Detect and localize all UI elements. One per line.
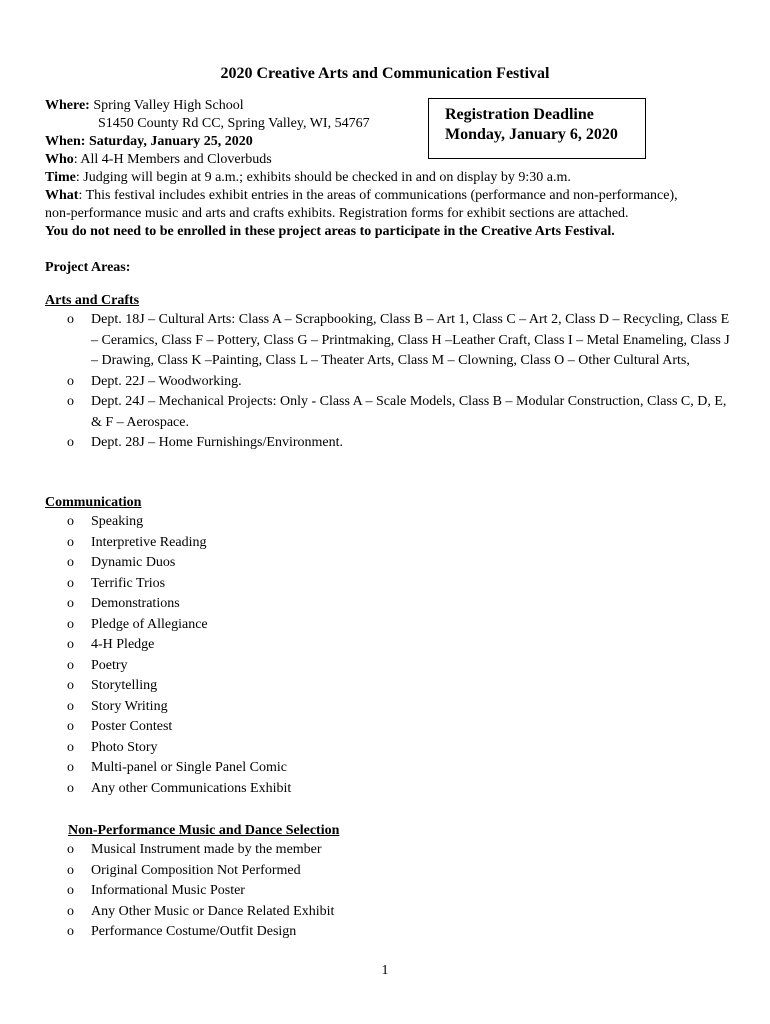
list-item: o Terrific Trios [45,574,735,595]
who-label: Who [45,152,74,167]
who-line [45,151,735,169]
arts-heading: Arts and Crafts [45,293,140,308]
what-value-1: : This festival includes exhibit entries in the areas of communications (performance and non-performance), [78,188,678,203]
list-item: o Poster Contest [45,717,735,738]
bullet-icon: o [67,760,74,775]
list-item: o Musical Instrument made by the member [45,840,735,861]
time-label: Time [45,170,76,185]
arts-section [45,292,735,454]
bullet-icon: o [67,780,74,796]
list-item: o Dept. 22J – Woodworking. [45,372,735,393]
deadline-line-1: Registration Deadline [445,106,594,123]
project-areas-label [45,259,735,277]
where-line [45,97,735,115]
communication-section [45,494,735,799]
bullet-icon: o [67,637,74,652]
bullet-icon: o [67,435,74,450]
page-title: 2020 Creative Arts and Communication Festival [220,65,550,82]
what-line [45,187,735,205]
list-item: o Pledge of Allegiance [45,615,735,636]
bullet-icon: o [67,678,74,693]
time-line [45,169,735,187]
bullet-icon: o [67,514,74,529]
bullet-icon: o [67,698,74,714]
bullet-icon: o [67,534,74,550]
list-item: o Dept. 24J – Mechanical Projects: Only - Class A – Scale Models, Class B – Modular Construction, Class C, D, E, & F – Aerospace. [67,394,727,430]
list-item: o Informational Music Poster [45,881,735,902]
list-item: o Multi-panel or Single Panel Comic [45,758,735,779]
bullet-icon: o [67,575,74,591]
list-item: o Any other Communications Exhibit [45,779,735,800]
enrollment-note: You do not need to be enrolled in these project areas to participate in the Creative Arts Festival. [45,224,615,239]
deadline-line-2: Monday, January 6, 2020 [445,126,618,143]
list-item: o Demonstrations [45,594,735,615]
list-item: o Interpretive Reading [45,533,735,554]
list-item: o Poetry [45,656,735,677]
time-value: : Judging will begin at 9 a.m.; exhibits should be checked in and on display by 9:30 a.m. [75,170,571,185]
list-item: o Performance Costume/Outfit Design [45,922,735,943]
bullet-icon: o [67,312,74,327]
bullet-icon: o [67,373,74,389]
bullet-icon: o [67,842,74,857]
what-label: What [45,188,79,203]
list-item: o Dept. 18J – Cultural Arts: Class A – Scrapbooking, Class B – Art 1, Class C – Art 2, Class D – Recycling, Class E – Ceramics, Class F – Pottery, Class G – Printmaking, Class H –Leather Craft, Class I – Metal Enameling, Class J – Drawing, Class K –Painting, Class L – Theater Arts, Class M – Clowning, Class O – Other Cultural Arts, [67,312,730,368]
where-value: Spring Valley High School [89,98,244,113]
list-item: o Dept. 28J – Home Furnishings/Environment. [45,433,735,454]
list-item: o Any Other Music or Dance Related Exhibit [45,902,735,923]
bullet-icon: o [67,862,74,878]
music-section [45,822,735,943]
bullet-icon: o [67,883,74,898]
music-list [45,840,735,943]
list-item: o Original Composition Not Performed [45,861,735,882]
list-item: o Story Writing [45,697,735,718]
what-line-2: non-performance music and arts and crafts exhibits. Registration forms for exhibit sections are attached. [45,206,629,221]
where-address: S1450 County Rd CC, Spring Valley, WI, 54767 [98,116,370,131]
list-item: o Dynamic Duos [45,553,735,574]
bullet-icon: o [67,719,74,734]
music-heading: Non-Performance Music and Dance Selection [68,823,340,838]
bullet-icon: o [67,596,74,611]
event-info [45,97,735,241]
list-item: o Storytelling [45,676,735,697]
arts-list [45,310,735,454]
where-label: Where: [45,98,90,113]
communication-heading: Communication [45,495,142,510]
list-item: o Photo Story [45,738,735,759]
list-item: o 4-H Pledge [45,635,735,656]
communication-list [45,512,735,799]
bullet-icon: o [67,903,74,919]
when-line: When: Saturday, January 25, 2020 [45,134,253,149]
bullet-icon: o [67,555,74,570]
bullet-icon: o [67,616,74,632]
bullet-icon: o [67,924,74,939]
bullet-icon: o [67,657,74,673]
bullet-icon: o [67,394,74,409]
page-number: 1 [381,963,389,978]
bullet-icon: o [67,739,74,755]
project-areas-heading: Project Areas: [45,260,131,275]
who-value: : All 4-H Members and Cloverbuds [73,152,272,167]
list-item: o Speaking [45,512,735,533]
